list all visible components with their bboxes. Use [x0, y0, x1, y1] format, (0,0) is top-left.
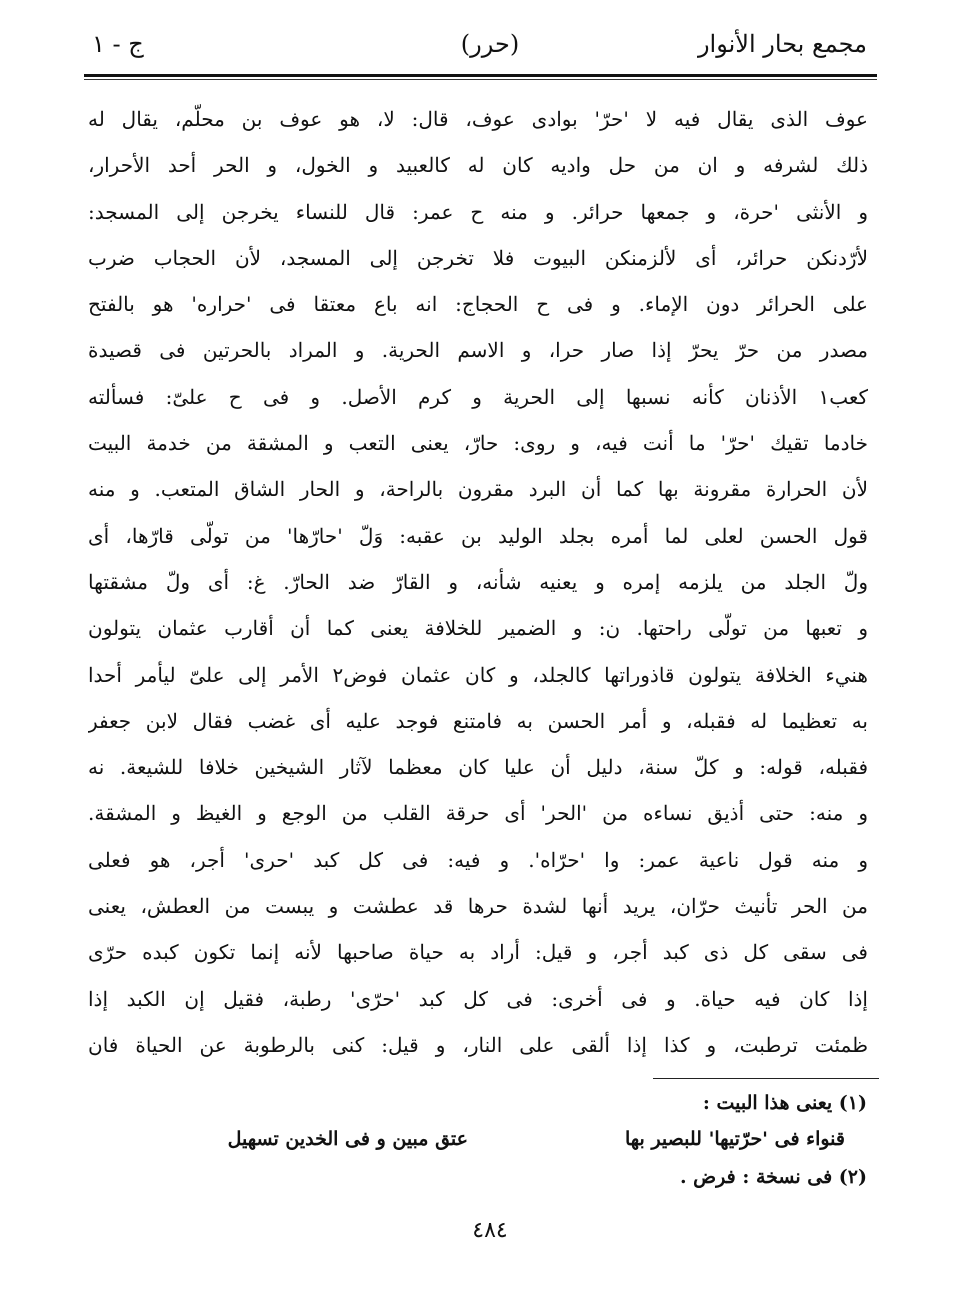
page-number: ٤٨٤: [472, 1218, 508, 1243]
text-line: عوف الذى يقال فيه لا 'حرّ' بوادى عوف، قال: لا، هو عوف بن محلّم، يقال له: [88, 107, 868, 131]
footnote-1-verse-first-hemistich: قنواء فى 'حرّتيها' للبصير بها: [625, 1128, 845, 1150]
header-rule: [84, 74, 877, 77]
book-title: مجمع بحار الأنوار: [697, 30, 867, 58]
footnote-1-verse-second-hemistich: عتق مبين و فى الخدين تسهيل: [227, 1128, 468, 1150]
body-text: [88, 96, 868, 1068]
entry-root: (حرر): [460, 30, 520, 58]
text-line: ظمئت ترطبت، و كذا إذا ألقى على النار، و قيل: كنى بالرطوبة عن الحياة فان: [88, 1032, 868, 1057]
text-line: به تعظيما له فقبله، و أمر الحسن به فامتنع فوجد عليه أى غضب فقال لابن جعفر: [88, 708, 868, 733]
text-line: و منه قول ناعية عمر: وا 'حرّاه'. و فيه: فى كل كبد 'حرى' أجر، هو فعلى: [88, 847, 868, 872]
text-line: و منه: حتى أذيق نساءه من 'الحر' أى حرقة القلب من الوجع و الغيظ و المشقة.: [88, 801, 868, 826]
text-line: على الحرائر دون الإماء. و فى ح الحجاج: انه باع معتقا فى 'حراره' هو بالفتح: [88, 292, 868, 317]
text-line: و الأنثى 'حرة، و جمعها حرائر. و منه ح عمر: قال للنساء يخرجن إلى المسجد:: [88, 199, 868, 224]
header-rule-thin: [84, 79, 877, 80]
text-line: لأرّدنكن حرائر، أى لألزمنكن البيوت فلا تخرجن إلى المسجد، لأن الحجاب ضرب: [88, 245, 868, 270]
text-line: قول الحسن لعلى لما أمره بجلد الوليد بن عقبه: وَلّ 'حارّها' من تولّى قارّها، أى: [88, 523, 868, 548]
footnote-rule: [653, 1078, 879, 1079]
text-line: فى سقى كل ذى كبد أجر، و قيل: أراد به حياة صاحبها لأنه إنما تكون كبده حرّى: [88, 940, 868, 965]
text-line: فقبله، قوله: و كلّ سنة، دليل أن عليا كان معظما لآثار الشيخين خلافا للشيعة. نه: [88, 755, 868, 780]
volume-label: ج - ١: [92, 30, 144, 58]
text-line: لأن الحرارة مقرونة بها كما أن البرد مقرون بالراحة، و الحار الشاق المتعب. و منه: [88, 477, 868, 502]
text-line: ولّ الجلد من يلزمه إمره و يعنيه شأنه، و القارّ ضد الحارّ. غ: أى ولّ مشقتها: [88, 569, 868, 594]
text-line: مصدر من حرّ يحرّ إذا صار حرا، و الاسم الحرية. و المراد بالحرتين فى قصيدة: [88, 338, 868, 363]
footnote-2: (٢) فى نسخة : فرض .: [679, 1166, 867, 1188]
text-line: إذا كان فيه حياة. و فى أخرى: فى كل كبد 'حرّى' رطبة، فقيل إن الكبد إذا: [88, 986, 868, 1011]
text-line: ذلك لشرفه و ان من حل واديه كان له كالعبيد و الخول، و الحر أحد الأحرار،: [88, 153, 868, 178]
text-line: من الحر تأنيث حرّان، يريد أنها لشدة حرها قد عطشت و يبست من العطش، يعنى: [88, 894, 868, 919]
footnote-1-intro: (١) يعنى هذا البيت :: [702, 1092, 867, 1114]
text-line: هنيء الخلافة يتولون قاذوراتها كالجلد، و كان عثمان فوض٢ الأمر إلى علىّ ليأمر أحدا: [88, 662, 868, 687]
text-line: خادما تقيك 'حرّ' ما أنت فيه، و روى: حارّ، يعنى التعب و المشقة من خدمة البيت: [88, 431, 868, 456]
text-line: و تعبها من تولّى راحتها. ن: و الضمير للخلافة يعنى كما أن أقارب عثمان يتولون: [88, 616, 868, 641]
text-line: كعب١ الأذنان كأنه نسبها إلى الحرية و كرم الأصل. و فى ح علىّ: فسألته: [88, 384, 868, 409]
